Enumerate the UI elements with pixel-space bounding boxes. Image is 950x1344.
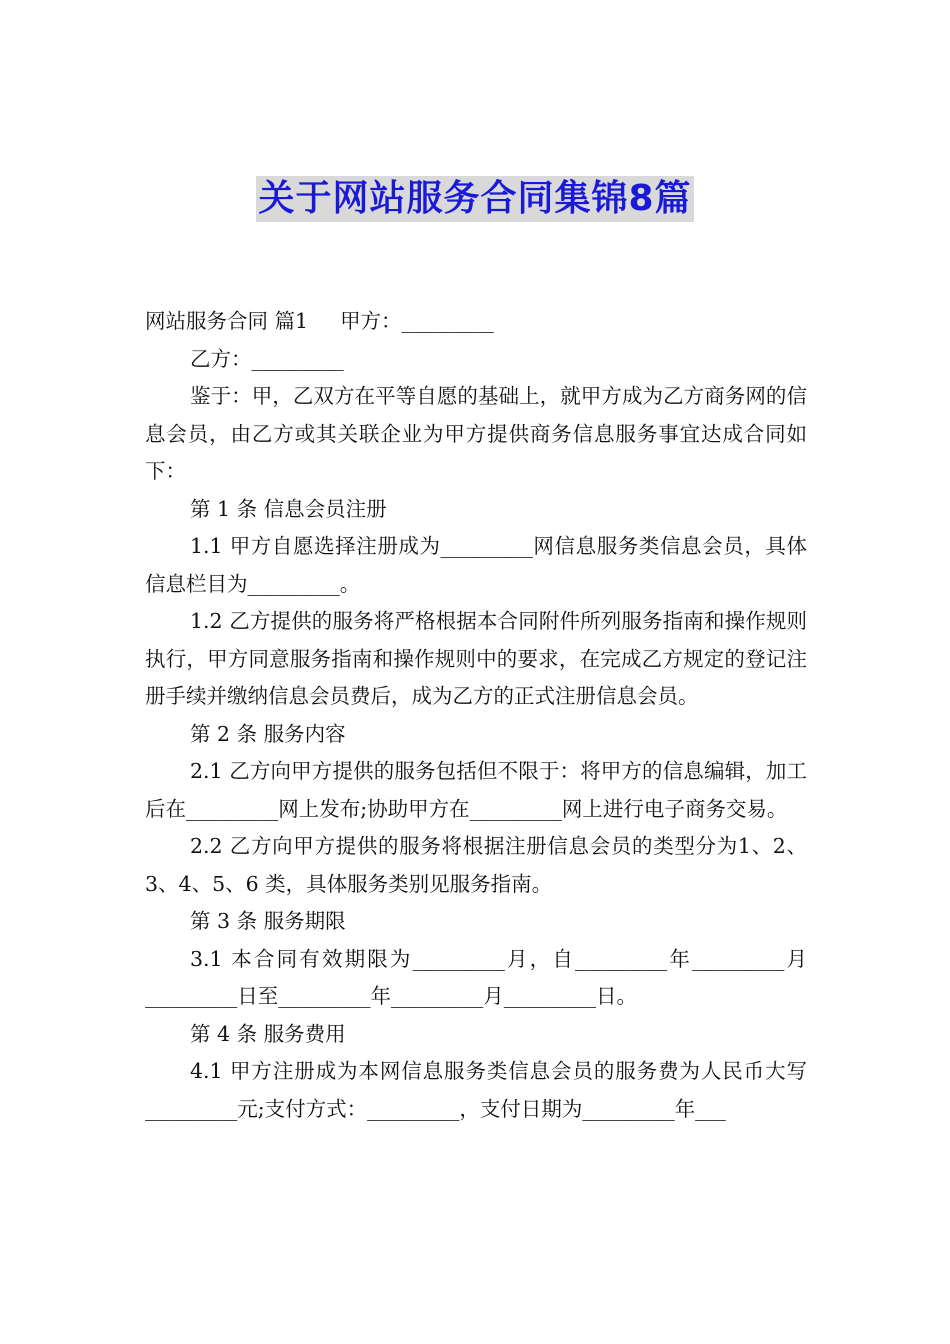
article-4-heading: 第 4 条 服务费用 (190, 1021, 346, 1046)
clause-2-1: 2.1 乙方向甲方提供的服务包括但不限于：将甲方的信息编辑，加工后在_________网上发布;协助甲方在_________网上进行电子商务交易。 (145, 759, 807, 821)
clause-2-2: 2.2 乙方向甲方提供的服务将根据注册信息会员的类型分为1、2、3、4、5、6 类，具体服务类别见服务指南。 (145, 834, 807, 896)
title-container (0, 176, 950, 222)
party-b-field: 乙方：_________ (190, 346, 344, 371)
article-3-heading: 第 3 条 服务期限 (190, 909, 346, 933)
clause-3-1: 3.1 本合同有效期限为_________月，自_________年_________月_________日至_________年_________月_________日。 (145, 946, 807, 1008)
clause-1-2: 1.2 乙方提供的服务将严格根据本合同附件所列服务指南和操作规则执行，甲方同意服务指南和操作规则中的要求，在完成乙方规定的登记注册手续并缴纳信息会员费后，成为乙方的正式注册信息会员。 (145, 609, 807, 708)
document-body (145, 303, 807, 1128)
paragraph-heading-line (145, 303, 807, 341)
article-2-heading: 第 2 条 服务内容 (190, 721, 346, 746)
contract-heading: 网站服务合同 篇1 (145, 309, 309, 333)
paragraph-preamble: 鉴于：甲，乙双方在平等自愿的基础上，就甲方成为乙方商务网的信息会员，由乙方或其关联企业为甲方提供商务信息服务事宜达成合同如下： (145, 384, 807, 483)
article-1-heading: 第 1 条 信息会员注册 (190, 496, 387, 521)
party-a-field: 甲方：_________ (340, 309, 494, 333)
clause-4-1: 4.1 甲方注册成为本网信息服务类信息会员的服务费为人民币大写_________元;支付方式：_________，支付日期为_________年___ (145, 1059, 807, 1121)
document-title: 关于网站服务合同集锦8篇 (256, 176, 693, 222)
clause-1-1: 1.1 甲方自愿选择注册成为_________网信息服务类信息会员，具体信息栏目为_________。 (145, 534, 807, 596)
